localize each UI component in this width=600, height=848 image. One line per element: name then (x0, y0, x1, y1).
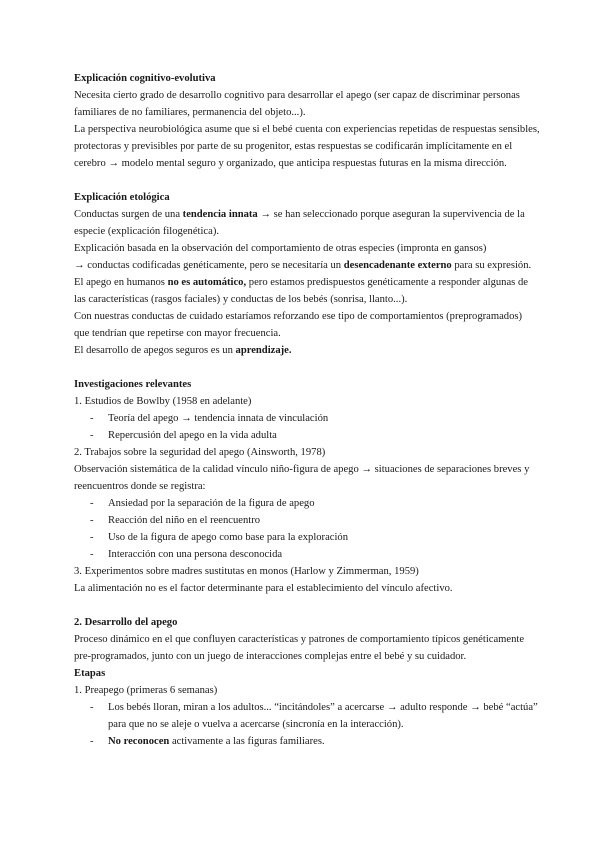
text-run: → conductas codificadas genéticamente, pero se necesitaría un (74, 260, 344, 271)
text-run: para su expresión. (451, 260, 532, 271)
heading-desarrollo-apego: 2. Desarrollo del apego (74, 617, 178, 628)
text-run: → se han seleccionado porque aseguran la supervivencia de la (257, 209, 525, 220)
paragraph-line: las características (rasgos faciales) y conductas de los bebés (sonrisa, llanto...). (74, 294, 408, 305)
list-item (74, 427, 544, 444)
bold-run: no es automático, (167, 277, 247, 288)
bullet-dash: - (90, 430, 94, 441)
text-run: Conductas surgen de una (74, 209, 183, 220)
paragraph-line: que tendrían que repetirse con mayor frecuencia. (74, 328, 281, 339)
list-item (74, 495, 544, 512)
paragraph-line: familiares de no familiares, permanencia del objeto...). (74, 107, 306, 118)
text-run: El apego en humanos (74, 277, 168, 288)
paragraph-line: reencuentros donde se registra: (74, 481, 206, 492)
list-item (74, 512, 544, 529)
spacer (74, 172, 544, 189)
bold-run: No reconocen (108, 736, 170, 747)
bullet-dash: - (90, 736, 94, 747)
list-item (74, 546, 544, 563)
paragraph-line (74, 206, 544, 223)
bullet-dash: - (90, 498, 94, 509)
heading-cognitivo-evolutiva: Explicación cognitivo-evolutiva (74, 73, 216, 84)
numbered-item: 2. Trabajos sobre la seguridad del apego (Ainsworth, 1978) (74, 447, 326, 458)
document-page (74, 70, 544, 750)
heading-etologica: Explicación etológica (74, 192, 170, 203)
list-item (74, 733, 544, 750)
numbered-item: 1. Preapego (primeras 6 semanas) (74, 685, 218, 696)
list-item-text: Interacción con una persona desconocida (108, 549, 283, 560)
text-run: El desarrollo de apegos seguros es un (74, 345, 236, 356)
bullet-dash: - (90, 532, 94, 543)
list-item-text: Repercusión del apego en la vida adulta (108, 430, 277, 441)
text-run: pero estamos predispuestos genéticamente a responder algunas de (246, 277, 528, 288)
heading-investigaciones: Investigaciones relevantes (74, 379, 192, 390)
list-item-text: Los bebés lloran, miran a los adultos... “incitándoles” a acercarse → adulto responde → bebé “actúa” (108, 702, 538, 713)
list-item (74, 699, 544, 716)
paragraph-line (74, 274, 544, 291)
list-item-text: Teoría del apego → tendencia innata de vinculación (108, 413, 329, 424)
list-item-text: activamente a las figuras familiares. (169, 736, 325, 747)
list-item-text: Ansiedad por la separación de la figura de apego (108, 498, 315, 509)
paragraph-line (74, 257, 544, 274)
paragraph-line (74, 342, 544, 359)
numbered-item: 3. Experimentos sobre madres sustitutas en monos (Harlow y Zimmerman, 1959) (74, 566, 419, 577)
list-item-text: Reacción del niño en el reencuentro (108, 515, 261, 526)
paragraph-line: especie (explicación filogenética). (74, 226, 219, 237)
bullet-dash: - (90, 702, 94, 713)
list-item-continuation: para que no se aleje o vuelva a acercarse (sincronía en la interacción). (108, 719, 404, 730)
bold-run: aprendizaje. (235, 345, 292, 356)
bullet-dash: - (90, 515, 94, 526)
spacer (74, 597, 544, 614)
paragraph-line: pre-programados, junto con un juego de interacciones complejas entre el bebé y su cuidador. (74, 651, 467, 662)
spacer (74, 359, 544, 376)
numbered-item: 1. Estudios de Bowlby (1958 en adelante) (74, 396, 252, 407)
paragraph-line: La alimentación no es el factor determinante para el establecimiento del vínculo afectivo. (74, 583, 453, 594)
paragraph-line: Observación sistemática de la calidad vínculo niño-figura de apego → situaciones de separaciones breves y (74, 464, 530, 475)
bullet-dash: - (90, 413, 94, 424)
paragraph-line: Con nuestras conductas de cuidado estaríamos reforzando ese tipo de comportamientos (preprogramados) (74, 311, 523, 322)
paragraph-line: La perspectiva neurobiológica asume que si el bebé cuenta con experiencias repetidas de respuestas sensibles, (74, 124, 540, 135)
subheading-etapas: Etapas (74, 668, 106, 679)
bold-run: desencadenante externo (343, 260, 452, 271)
paragraph-line: Proceso dinámico en el que confluyen características y patrones de comportamiento típicos genéticamente (74, 634, 525, 645)
list-item (74, 529, 544, 546)
paragraph-line: Explicación basada en la observación del comportamiento de otras especies (impronta en gansos) (74, 243, 487, 254)
paragraph-line: protectoras y previsibles por parte de su progenitor, estas respuestas se codificarán implícitamente en el (74, 141, 513, 152)
bold-run: tendencia innata (182, 209, 258, 220)
paragraph-line: cerebro → modelo mental seguro y organizado, que anticipa respuestas futuras en la misma dirección. (74, 158, 507, 169)
paragraph-line: Necesita cierto grado de desarrollo cognitivo para desarrollar el apego (ser capaz de discriminar personas (74, 90, 520, 101)
bullet-dash: - (90, 549, 94, 560)
list-item-text: Uso de la figura de apego como base para la exploración (108, 532, 349, 543)
list-item (74, 410, 544, 427)
